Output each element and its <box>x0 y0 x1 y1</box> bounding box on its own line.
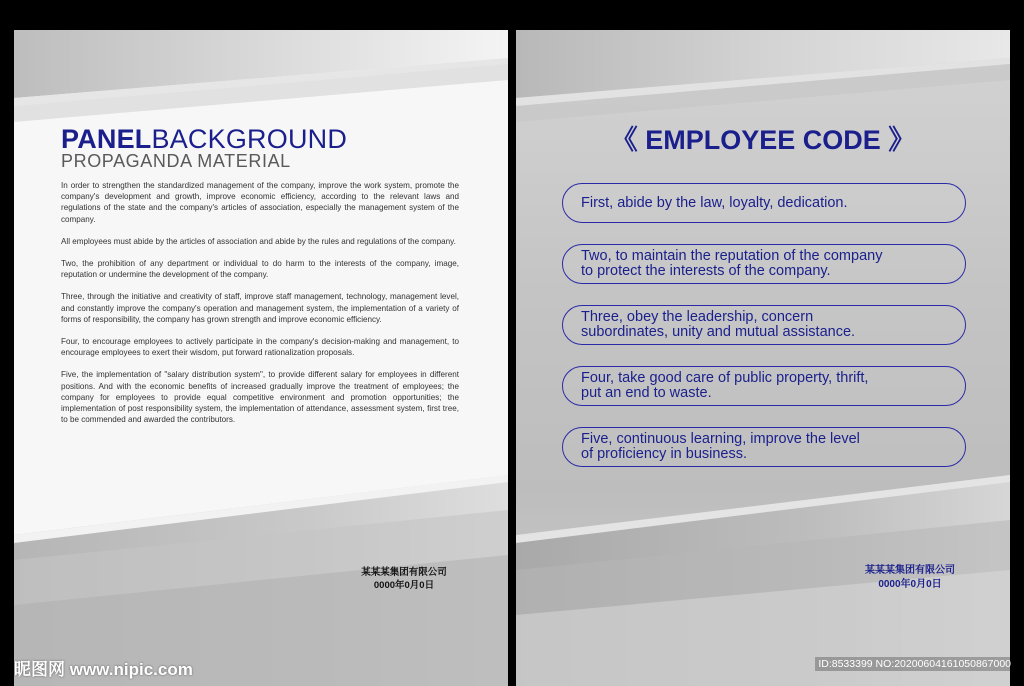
panel-title <box>61 124 347 154</box>
company-name: 某某某集团有限公司 <box>865 565 955 576</box>
body-paragraph: Four, to encourage employees to actively participate in the company's decision-making and management, to encourage employees to exert their wisdom, put forward rationalization proposals. <box>61 337 459 358</box>
code-item <box>562 305 966 345</box>
employee-code-list <box>562 183 966 488</box>
code-item-text: First, abide by the law, loyalty, dedication. <box>581 194 848 211</box>
code-item-text: Two, to maintain the reputation of the company to protect the interests of the company. <box>581 248 883 279</box>
code-item <box>562 244 966 284</box>
code-item-text: Four, take good care of public property, thrift, put an end to waste. <box>581 370 869 401</box>
code-item <box>562 366 966 406</box>
image-id-watermark: ID:8533399 NO:20200604161050867000 <box>815 657 1014 671</box>
issue-date: 0000年0月0日 <box>878 579 942 590</box>
panel-subtitle: PROPAGANDA MATERIAL <box>61 151 291 171</box>
panel-body <box>61 180 459 436</box>
left-panel <box>14 30 508 686</box>
code-item <box>562 183 966 223</box>
panel-title-light: BACKGROUND <box>151 124 348 154</box>
code-item-text: Five, continuous learning, improve the level of proficiency in business. <box>581 431 860 462</box>
panel-title-bold: PANEL <box>61 124 152 154</box>
company-name: 某某某集团有限公司 <box>361 567 447 578</box>
body-paragraph: Five, the implementation of "salary distribution system", to provide different salary for employees in different positions. And with the economic benefits of increased gradually improve the treatment of employees; the company for employees to provide equal competitive environment and promotion opportunities; the implementation of post responsibility system, the implementation of attendance, assessment system, first tree, to be commended and awarded the contributors. <box>61 370 459 425</box>
code-item-text: Three, obey the leadership, concern subordinates, unity and mutual assistance. <box>581 309 856 340</box>
issue-date: 0000年0月0日 <box>373 580 435 591</box>
body-paragraph: All employees must abide by the articles of association and abide by the rules and regulations of the company. <box>61 236 456 246</box>
right-panel <box>516 30 1010 686</box>
employee-code-title: 《 EMPLOYEE CODE 》 <box>610 125 916 155</box>
nipic-watermark: 昵图网 www.nipic.com <box>14 660 193 679</box>
body-paragraph: Three, through the initiative and creativity of staff, improve staff management, technology, management level, and constantly improve the company's operation and management system, the implementation of a variety of forms of responsibility, the company has grown strength and improve economic efficiency. <box>61 292 459 324</box>
right-footer <box>840 564 980 592</box>
left-footer <box>334 566 474 592</box>
body-paragraph: In order to strengthen the standardized management of the company, improve the work system, promote the company's development and growth, improve economic efficiency, according to the relevant laws and regulations of the state and the company's articles of association, especially the management system of the company. <box>61 181 459 224</box>
body-paragraph: Two, the prohibition of any department or individual to do harm to the interests of the company, image, reputation or undermine the development of the company. <box>61 259 459 280</box>
code-item <box>562 427 966 467</box>
